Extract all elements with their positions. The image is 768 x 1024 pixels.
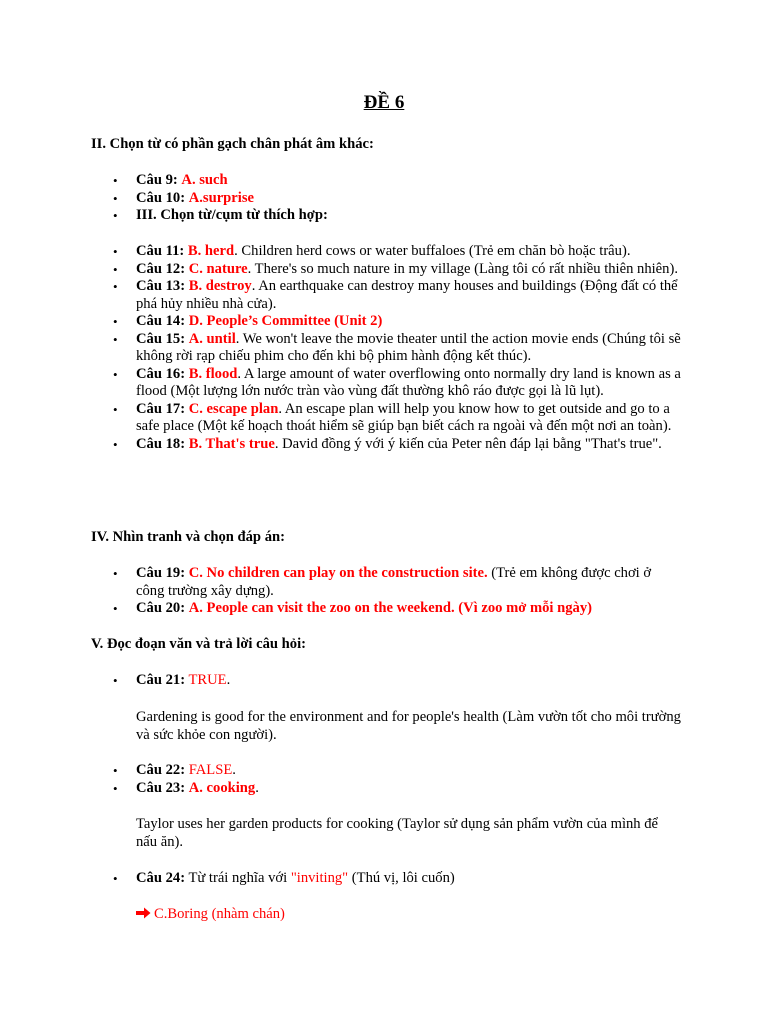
bullet: • [113,208,118,223]
list-cau-11-18 [113,243,681,453]
answer: B. herd [187,243,235,259]
answer: A.surprise [188,189,254,206]
list-item [113,779,681,798]
list-item [113,365,681,401]
bullet: • [113,190,118,206]
list-item [113,243,681,261]
explanation: . An earthquake can destroy many houses and buildings (Động đất có thể phá hủy nhiều nhà cửa). [136,278,678,312]
answer-dot: . [255,779,259,796]
arrow-right-icon [136,906,151,924]
list-item [113,330,681,366]
explanation: . An escape plan will help you know how to get outside and go to a safe place (Một kế hoạch thoát hiểm sẽ giúp bạn biết cách ra ngoài và đến một nơi an toàn). [136,400,672,434]
bullet: • [113,331,118,347]
list-item [113,600,681,618]
paragraph-explanation-23: Taylor uses her garden products for cooking (Taylor sử dụng sản phẩm vườn của mình để nấu ăn). [136,816,659,850]
bullet: • [113,871,118,886]
question-label: Câu 12: [136,260,186,277]
question-label: Câu 20: [136,600,186,616]
bullet: • [113,314,118,329]
paragraph-explanation-21: Gardening is good for the environment and for people's health (Làm vườn tốt cho môi trường và sức khỏe con người). [136,709,681,743]
bullet: • [113,436,118,452]
bullet: • [113,244,118,259]
list-cau-24 [113,870,681,888]
question-label: Câu 15: [136,330,186,347]
question-label: Câu 17: [136,400,186,417]
answer: A. People can visit the zoo on the weekend. (Vì zoo mở mỗi ngày) [188,600,593,616]
list-item [113,172,681,190]
answer-dot: . [232,762,236,778]
answer: B. flood [188,365,238,382]
section-heading-ii: II. Chọn từ có phần gạch chân phát âm khác: [91,136,374,152]
explanation: (Trẻ em không được chơi ở công trường xây dựng). [136,565,652,599]
answer: A. such [181,172,228,188]
final-answer: C.Boring (nhàm chán) [154,906,285,922]
question-label: Câu 24: [136,870,186,886]
answer: B. That's true [188,435,275,452]
bullet: • [113,173,118,188]
section-heading-iv: IV. Nhìn tranh và chọn đáp án: [91,529,285,545]
section-heading-v: V. Đọc đoạn văn và trả lời câu hỏi: [91,636,306,652]
list-cau-21 [113,672,681,690]
question-label: Câu 16: [136,365,186,382]
bullet: • [113,401,118,417]
answer: FALSE [188,762,233,778]
list-item [113,400,681,436]
quoted-word: "inviting" [290,870,349,886]
bullet: • [113,566,118,581]
list-cau-9-10 [113,172,681,225]
bullet: • [113,601,118,616]
question-text: Từ trái nghĩa với [185,870,291,886]
answer: TRUE [188,672,227,688]
bullet: • [113,780,118,796]
list-item [113,260,681,279]
explanation: . We won't leave the movie theater until the action movie ends (Chúng tôi sẽ không rời rạp chiếu phim cho đến khi bộ phim hành động kết thúc). [136,330,681,364]
answer: C. No children can play on the construction site. [188,565,488,581]
question-label: Câu 11: [136,243,185,259]
question-text-suffix: (Thú vị, lôi cuốn) [348,870,455,886]
list-item [113,278,681,313]
list-cau-22-23 [113,762,681,797]
bullet: • [113,279,118,294]
list-cau-19-20 [113,565,681,618]
question-label: Câu 21: [136,672,186,688]
explanation: . There's so much nature in my village (Làng tôi có rất nhiều thiên nhiên). [247,260,678,277]
answer: A. until [188,330,236,347]
question-label: Câu 19: [136,565,186,581]
question-label: Câu 22: [136,762,186,778]
question-label: Câu 9: [136,172,178,188]
question-label: Câu 18: [136,435,186,452]
question-label: Câu 10: [136,189,186,206]
list-item [113,870,681,888]
explanation: . A large amount of water overflowing onto normally dry land is known as a flood (Một lượng lớn nước tràn vào vùng đất thường khô ráo được gọi là lũ lụt). [136,365,681,399]
question-label: Câu 14: [136,313,186,329]
list-item [113,435,681,454]
bullet: • [113,673,118,688]
explanation: . David đồng ý với ý kiến của Peter nên đáp lại bằng "That's true". [274,435,662,452]
bullet: • [113,366,118,382]
list-item [113,762,681,780]
question-label: Câu 23: [136,779,186,796]
list-item [113,207,681,225]
list-item [113,565,681,600]
question-label: Câu 13: [136,278,186,294]
answer: C. escape plan [188,400,279,417]
bullet: • [113,763,118,778]
final-answer-line [136,906,285,924]
answer: C. nature [188,260,248,277]
answer: A. cooking [188,779,256,796]
answer: D. People’s Committee (Unit 2) [188,313,383,329]
list-item [113,313,681,331]
page-title: ĐỀ 6 [363,92,405,113]
section-heading-iii: III. Chọn từ/cụm từ thích hợp: [136,207,328,223]
answer: B. destroy [188,278,252,294]
bullet: • [113,261,118,277]
list-item [113,672,681,690]
explanation: . Children herd cows or water buffaloes (Trẻ em chăn bò hoặc trâu). [234,243,631,259]
list-item [113,189,681,208]
answer-dot: . [226,672,231,688]
